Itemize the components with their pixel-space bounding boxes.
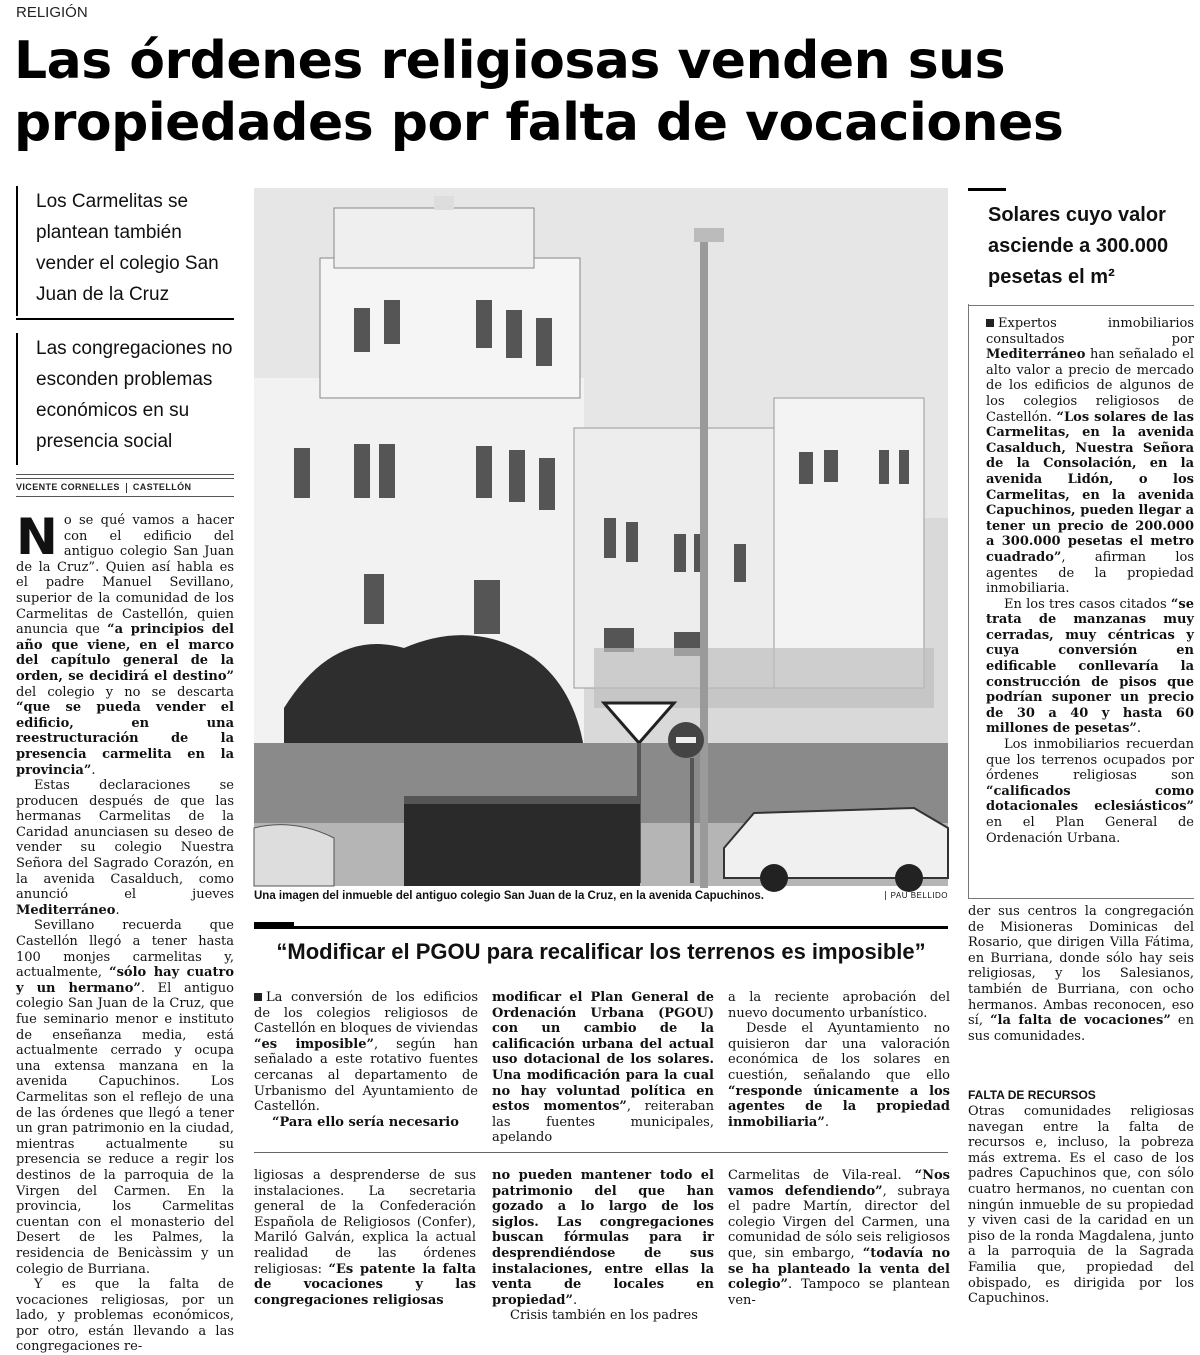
photo-caption xyxy=(254,890,948,902)
article-column-2: ligiosas a desprenderse de sus instalaciones. La secretaria general de la Confederación Española de Religiosos (Confer), Mariló Galván, explica la actual realidad de las órdenes religiosas: “Es patente la falta de vocaciones y las congregaciones religiosas xyxy=(254,1168,476,1308)
sidebar-tick xyxy=(968,188,1006,191)
pgou-subhead: “Modificar el PGOU para recalificar los terrenos es imposible” xyxy=(254,926,948,965)
pgou-column-2: modificar el Plan General de Ordenación Urbana (PGOU) con un cambio de la calificación urbana del actual uso dotacional de los solares. Una modificación para la cual no hay voluntad política en estos momentos”, reiteraban las fuentes municipales, apelando xyxy=(492,990,714,1146)
deck-bottom-rule xyxy=(16,474,234,475)
deck-2: Las congregaciones no esconden problemas económicos en su presencia social xyxy=(16,333,234,465)
building-photo-illustration xyxy=(254,188,948,886)
headline: Las órdenes religiosas venden sus propiedades por falta de vocaciones xyxy=(14,31,1064,153)
byline-author: VICENTE CORNELLES xyxy=(16,482,120,492)
byline-place: CASTELLÓN xyxy=(132,482,192,492)
photo xyxy=(254,188,948,886)
pgou-box-rule xyxy=(254,1152,948,1153)
pgou-column-3: a la reciente aprobación del nuevo documento urbanístico. Desde el Ayuntamiento no quisieron dar una valoración económica de los solares en cuestión, señalando que ello “responde únicamente a los agentes de la propiedad inmobiliaria”. xyxy=(728,990,950,1130)
sidebar-left-border xyxy=(968,304,969,898)
photo-caption-text: Una imagen del inmueble del antiguo colegio San Juan de la Cruz, en la avenida Capuchinos. xyxy=(254,890,764,902)
section-label: RELIGIÓN xyxy=(16,4,88,21)
sidebar-bottom-rule xyxy=(968,898,1194,899)
sidebar-body: Expertos inmobiliarios consultados por Mediterráneo han señalado el alto valor a precio de mercado de los edificios de algunos de los colegios religiosos de Castellón. “Los solares de las Carmelitas, en la avenida Casalduch, Nuestra Señora de la Consolación, en la avenida Lidón, o los Carmelitas, en la avenida Capuchinos, pueden llegar a tener un precio de 200.000 a 300.000 pesetas el metro cuadrado”, afirman los agentes de la propiedad inmobiliaria. En los tres casos citados “se trata de manzanas muy cerradas, muy céntricas y cuya conversión en edificable conllevaría la construcción de pisos que podrían suponer un precio de 30 a 40 y hasta 60 millones de pesetas”. Los inmobiliarios recuerdan que los terrenos ocupados por órdenes religiosas son “calificados como dotacionales eclesiásticos” en el Plan General de Ordenación Urbana. xyxy=(986,316,1194,846)
photo-credit: PAU BELLIDO xyxy=(885,891,948,900)
pgou-column-1: La conversión de los edificios de los colegios religiosos de Castellón en bloques de viviendas “es imposible”, según han señalado a este rotativo fuentes cercanas al departamento de Urbanismo del Ayuntamiento de Castellón. “Para ello sería necesario xyxy=(254,990,478,1130)
article-column-1: No se qué vamos a hacer con el edificio del antiguo colegio San Juan de la Cruz”. Quien así habla es el padre Manuel Sevillano, superior de la comunidad de los Carmelitas de Castellón, quien anuncia que “a principios del año que viene, en el marco del capítulo general de la orden, se decidirá el destino” del colegio y no se descarta “que se pueda vender el edificio, en una reestructuración de la presencia carmelita en la provincia”. Estas declaraciones se producen después de que las hermanas Carmelitas de la Caridad anunciasen su deseo de vender su colegio Nuestra Señora del Sagrado Corazón, en la avenida Casalduch, como anunció el jueves Mediterráneo. Sevillano recuerda que Castellón llegó a tener hasta 100 monjes carmelitas y, actualmente, “sólo hay cuatro y un hermano”. El antiguo colegio San Juan de la Cruz, que fue seminario menor e instituto de enseñanza media, está actualmente cerrado y ocupa una extensa manzana en la avenida Capuchinos. Los Carmelitas son el reflejo de una de las órdenes que llegó a tener un gran patrimonio en la ciudad, mientras actualmente su presencia se reduce a regir los destinos de la parroquia de la Virgen del Carmen. En la provincia, los Carmelitas cuentan con el monasterio del Desert de les Palmes, la residencia de Benicàssim y un colegio de Burriana. Y es que la falta de vocaciones religiosas, por un lado, y problemas económicos, por otro, están llevando a las congregaciones re- xyxy=(16,508,234,1355)
article-column-6: Otras comunidades religiosas navegan entre la falta de recursos e, incluso, la pobreza más extrema. Es el caso de los padres Capuchinos que, con sólo cuatro hermanos, no cuentan con ningún inmueble de su propiedad y viven casi de la caridad en un piso de la ronda Magdalena, junto a la parroquia de la Sagrada Familia que, propiedad del obispado, es dirigida por los Capuchinos. xyxy=(968,1104,1194,1307)
byline xyxy=(16,478,234,497)
article-column-3: no pueden mantener todo el patrimonio del que han gozado a lo largo de los siglos. Las congregaciones buscan fórmulas para ir desprendiéndose de sus instalaciones, entre ellas la venta de locales en propiedad”. Crisis también en los padres xyxy=(492,1168,714,1324)
article-column-5: der sus centros la congregación de Misioneras Dominicas del Rosario, que dirigen Villa Fátima, en Burriana, donde sólo hay seis religiosas, y los Salesianos, también de Burriana, con ocho hermanos. Ambas reconocen, eso sí, “la falta de vocaciones” en sus comunidades. xyxy=(968,904,1194,1044)
sidebar-title: Solares cuyo valor asciende a 300.000 pesetas el m² xyxy=(988,204,1169,288)
deck-1: Los Carmelitas se plantean también vender el colegio San Juan de la Cruz xyxy=(16,186,234,316)
article-column-4: Carmelitas de Vila-real. “Nos vamos defendiendo”, subraya el padre Martín, director del colegio Virgen del Carmen, una comunidad de sólo seis religiosos que, sin embargo, “todavía no se ha planteado la venta del colegio”. Tampoco se plantean ven- xyxy=(728,1168,950,1308)
deck-divider xyxy=(16,318,234,320)
falta-recursos-heading: FALTA DE RECURSOS xyxy=(968,1088,1096,1102)
sidebar-rule xyxy=(968,305,1194,306)
